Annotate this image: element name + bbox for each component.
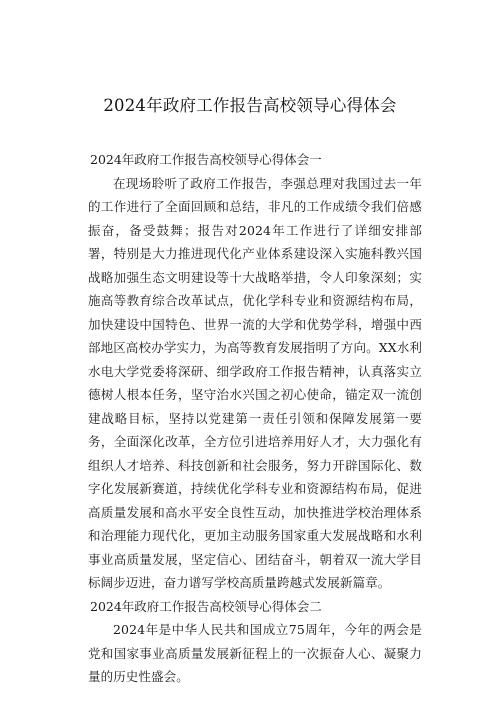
section-heading-1: 2024年政府工作报告高校领导心得体会一 [90,152,322,167]
section-paragraph-2: 2024年是中华人民共和国成立75周年，今年的两会是党和国家事业高质量发展新征程上的一次振奋人心、凝聚力量的历史性盛会。 [88,622,422,684]
document-title: 2024年政府工作报告高校领导心得体会 [103,96,397,115]
document-body [88,148,422,689]
section-paragraph-1: 在现场聆听了政府工作报告，李强总理对我国过去一年的工作进行了全面回顾和总结，非凡的工作成绩令我们倍感振奋，备受鼓舞；报告对2024年工作进行了详细安排部署，特别是大力推进现代化产业体系建设深入实施科教兴国战略加强生态文明建设等十大战略举措，令人印象深刻；实施高等教育综合改革试点，优化学科专业和资源结构布局，加快建设中国特色、世界一流的大学和优势学科，增强中西部地区高校办学实力，为高等教育发展指明了方向。XX水利水电大学党委将深研、细学政府工作报告精神，认真落实立德树人根本任务，坚守治水兴国之初心使命，锚定双一流创建战略目标，坚持以党建第一责任引领和保障发展第一要务，全面深化改革，全方位引进培养用好人才，大力强化有组织人才培养、科技创新和社会服务，努力开辟国际化、数字化发展新赛道，持续优化学科专业和资源结构布局，促进高质量发展和高水平安全良性互动，加快推进学校治理体系和治理能力现代化，更加主动服务国家重大发展战略和水利事业高质量发展，坚定信心、团结奋斗，朝着双一流大学目标阔步迈进，奋力谱写学校高质量跨越式发展新篇章。 [88,175,422,590]
section-heading-2: 2024年政府工作报告高校领导心得体会二 [90,598,322,614]
